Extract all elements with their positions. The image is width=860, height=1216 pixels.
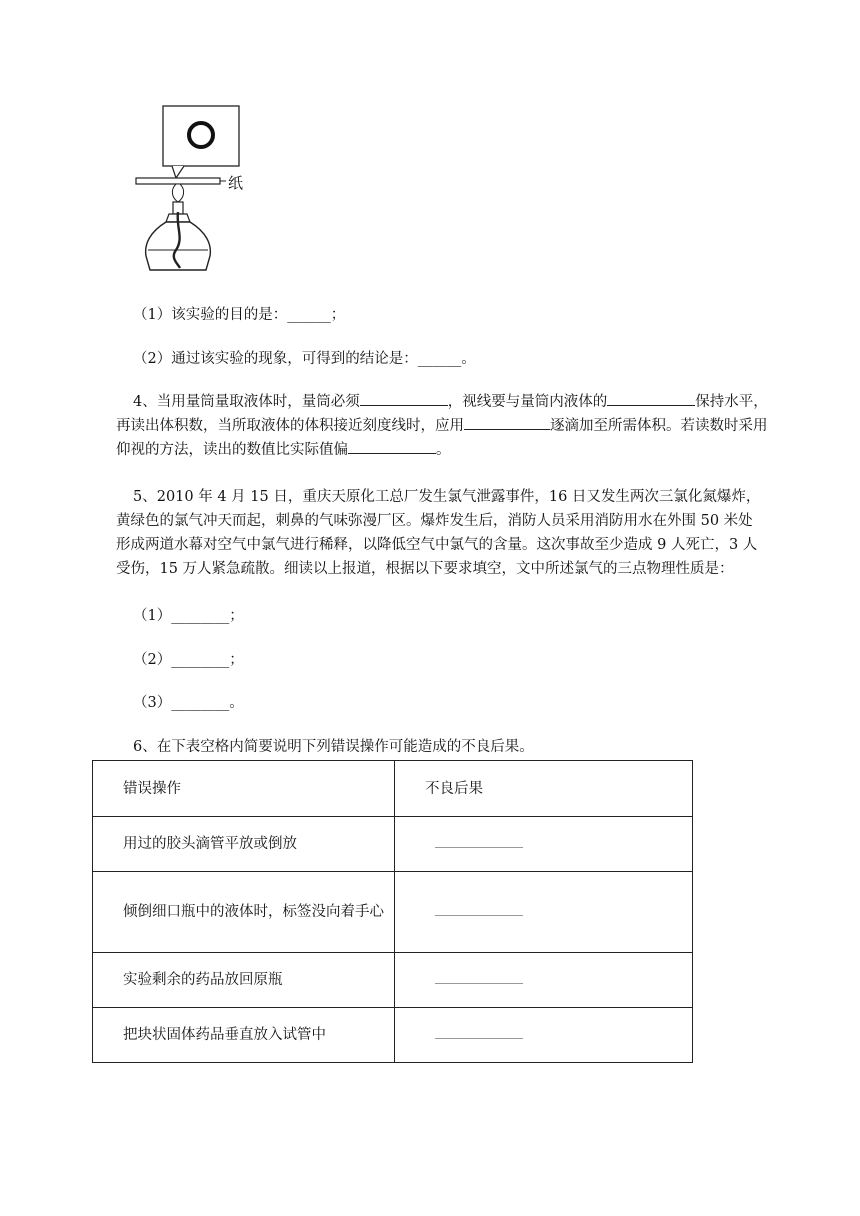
table-row [93,872,693,953]
consequence-table [92,760,693,1063]
experiment-figure [132,104,262,280]
q3-sub2: （2）通过该实验的现象，可得到的结论是：______。 [133,351,476,367]
operation-cell: 用过的胶头滴管平放或倒放 [93,817,395,872]
answer-blank[interactable] [435,835,523,848]
consequence-cell[interactable] [395,953,693,1008]
q3-sub1: （1）该实验的目的是：______； [133,307,346,323]
header-wrong-operation: 错误操作 [93,761,395,817]
q5-sub1: （1）________； [133,608,244,624]
q5-line3: 形成两道水幕对空气中氯气进行稀释，以降低空气中氯气的含量。这次事故至少造成 9 人死亡，3 人 [116,537,758,553]
q4-line1: 4、当用量筒量取液体时，量筒必须 ，视线要与量筒内液体的 保持水平， [116,391,806,412]
answer-blank[interactable] [435,903,523,916]
q4-blank-4[interactable] [348,439,436,454]
operation-cell: 把块状固体药品垂直放入试管中 [93,1008,395,1063]
answer-blank[interactable] [435,1026,523,1039]
q4-line2: 再读出体积数，当所取液体的体积接近刻度线时，应用 逐滴加至所需体积。若读数时采用 [116,415,806,436]
consequence-cell[interactable] [395,872,693,953]
answer-blank[interactable] [435,971,523,984]
q6-prompt: 6、在下表空格内简要说明下列错误操作可能造成的不良后果。 [133,739,534,755]
paper-label: 纸 [228,174,244,192]
q4-blank-2[interactable] [607,391,695,406]
table-row [93,817,693,872]
q5-line1: 5、2010 年 4 月 15 日，重庆天原化工总厂发生氯气泄露事件，16 日又发生两次三氯化氮爆炸， [133,489,761,505]
operation-cell: 实验剩余的药品放回原瓶 [93,953,395,1008]
header-consequence: 不良后果 [395,761,693,817]
table-row [93,953,693,1008]
consequence-cell[interactable] [395,817,693,872]
q5-sub2: （2）________； [133,652,244,668]
q4-line3: 仰视的方法，读出的数值比实际值偏 。 [116,439,806,460]
q5-sub3: （3）________。 [133,695,244,711]
q5-line2: 黄绿色的氯气冲天而起，刺鼻的气味弥漫厂区。爆炸发生后，消防人员采用消防用水在外围 50 米处 [116,513,753,529]
q5-line4: 受伤，15 万人紧急疏散。细读以上报道，根据以下要求填空，文中所述氯气的三点物理性质是： [116,561,734,577]
q4-blank-1[interactable] [360,391,448,406]
q4-blank-3[interactable] [464,415,550,430]
consequence-cell[interactable] [395,1008,693,1063]
table-row [93,1008,693,1063]
operation-cell: 倾倒细口瓶中的液体时，标签没向着手心 [93,872,395,953]
table-header-row [93,761,693,817]
